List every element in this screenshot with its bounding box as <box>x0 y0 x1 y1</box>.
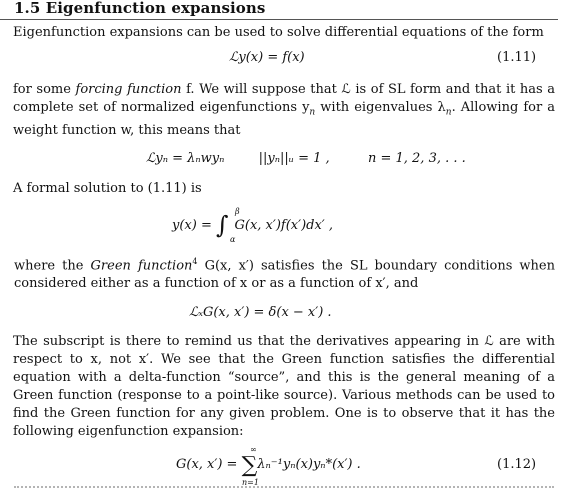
paragraph-formal: A formal solution to (1.11) is <box>13 181 202 196</box>
subscript-n: n <box>445 107 452 118</box>
equation-1-12-lhs: G(x, x′) = <box>176 457 242 472</box>
paragraph-intro: Eigenfunction expansions can be used to solve differential equations of the form <box>13 25 544 40</box>
footnote-marker: 4 <box>192 257 198 266</box>
subscript-n: n <box>309 107 316 118</box>
text-run: G(x, x′) satisfies the SL boundary conditions when considered either as a function of x or as a function of x′, and <box>14 258 555 292</box>
text-run: with eigenvalues λ <box>315 100 446 115</box>
emphasis-forcing-function: forcing function <box>75 82 182 97</box>
equation-eigen-part3: n = 1, 2, 3, . . . <box>367 151 466 166</box>
emphasis-green-function: Green function <box>90 258 193 274</box>
equation-solution-rhs: G(x, x′)f(x′)dx′ , <box>234 218 334 233</box>
sum-lower-limit: n=1 <box>242 478 259 487</box>
equation-eigen-part2: ||yₙ||ᵤ = 1 , <box>258 151 330 166</box>
summation-sign: ∑ <box>241 453 258 478</box>
integral-sign: ∫ <box>215 211 229 239</box>
cut-off-next-line <box>0 486 568 493</box>
equation-solution <box>172 207 334 244</box>
equation-1-12 <box>176 445 361 487</box>
equation-eigen-part1: ℒyₙ = λₙwyₙ <box>146 151 225 166</box>
header-rule <box>0 19 558 20</box>
text-run: for some <box>13 82 76 97</box>
equation-number-1-11: (1.11) <box>497 50 537 65</box>
equation-1-11-body: ℒy(x) = f(x) <box>229 50 305 65</box>
equation-1-11 <box>229 49 305 67</box>
equation-number-1-12: (1.12) <box>497 457 537 472</box>
equation-eigen <box>146 150 466 168</box>
text-run: f. We will suppose that ℒ is of SL form and that it has a complete set of normalized eigenfunctions y <box>13 82 555 115</box>
paragraph-subscript: The subscript is there to remind us that the derivatives appearing in ℒ are with respect to x, not x′. We see that the Green function satisfies the differential equation with a delta-function “source”, and this is the general meaning of a Green function (response to a point-like source). Various methods can be used to find the Green function for any given problem. One is to observe that it has the following eigenfunction expansion: <box>13 334 555 439</box>
equation-green-ode-body: ℒₓG(x, x′) = δ(x − x′) . <box>189 305 332 320</box>
equation-solution-lhs: y(x) = <box>172 218 216 233</box>
section-heading: 1.5 Eigenfunction expansions <box>14 0 266 17</box>
sum-upper-limit: ∞ <box>250 445 257 454</box>
integral-lower-limit: α <box>230 235 236 244</box>
paragraph-green <box>14 253 555 293</box>
text-run: . Allowing for a weight function w, this means that <box>13 100 555 138</box>
text-run: where the <box>14 258 91 274</box>
equation-green-ode <box>189 304 332 322</box>
paragraph-forcing <box>13 81 555 140</box>
equation-1-12-rhs: λₙ⁻¹yₙ(x)yₙ*(x′) . <box>257 457 361 472</box>
integral-upper-limit: β <box>235 207 240 216</box>
